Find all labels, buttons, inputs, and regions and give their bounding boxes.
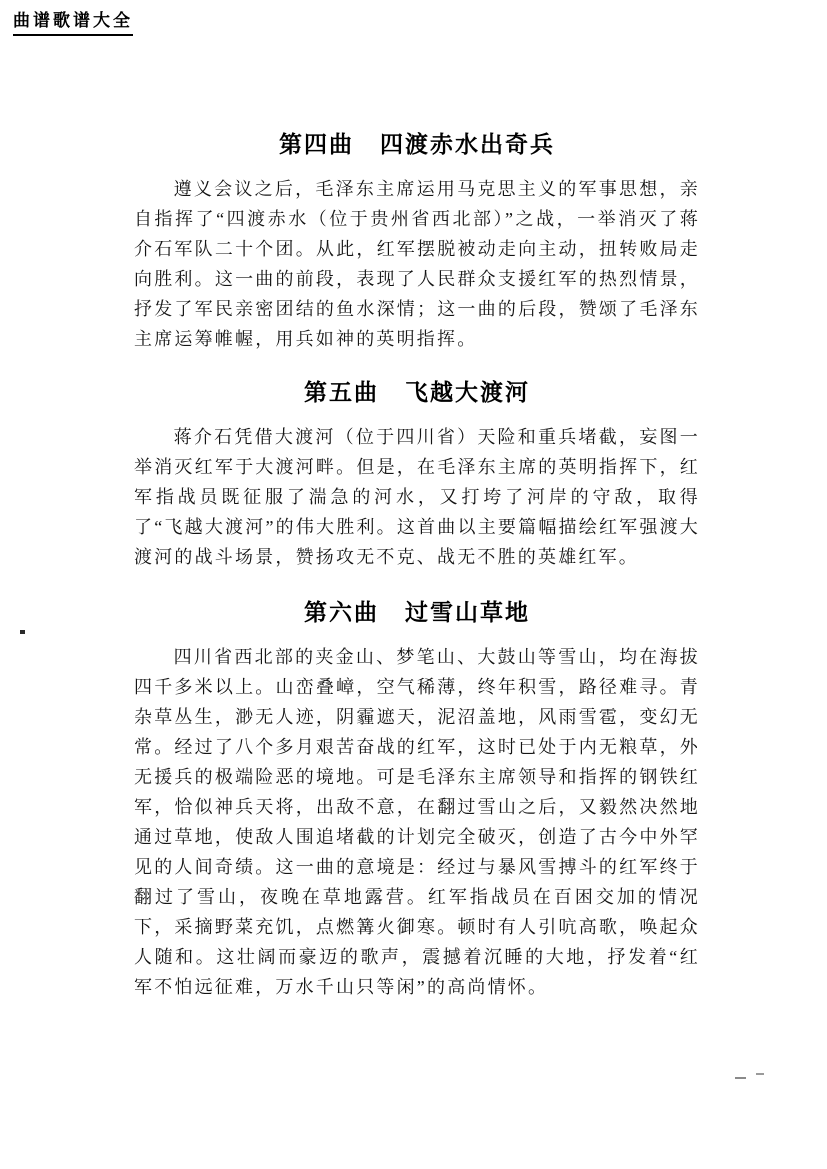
- section-title-song4: [134, 126, 700, 159]
- section-paragraph-song4: 遵义会议之后，毛泽东主席运用马克思主义的军事思想，亲自指挥了“四渡赤水（位于贵州省西北部）”之战，一举消灭了蒋介石军队二十个团。从此，红军摆脱被动走向主动，扭转败局走向胜利。这一曲的前段，表现了人民群众支援红军的热烈情景，抒发了军民亲密团结的鱼水深情；这一曲的后段，赞颂了毛泽东主席运筹帷幄，用兵如神的英明指挥。: [134, 179, 700, 349]
- section-paragraph-song6: 四川省西北部的夹金山、梦笔山、大鼓山等雪山，均在海拔四千多米以上。山峦叠嶂，空气稀薄，终年积雪，路径难寻。青杂草丛生，渺无人迹，阴霾遮天，泥沼盖地，风雨雪雹，变幻无常。经过了八个多月艰苦奋战的红军，这时已处于内无粮草，外无援兵的极端险恶的境地。可是毛泽东主席领导和指挥的钢铁红军，恰似神兵天将，出敌不意，在翻过雪山之后，又毅然决然地通过草地，使敌人围追堵截的计划完全破灭，创造了古今中外罕见的人间奇绩。这一曲的意境是：经过与暴风雪搏斗的红军终于翻过了雪山，夜晚在草地露营。红军指战员在百困交加的情况下，采摘野菜充饥，点燃篝火御寒。顿时有人引吭高歌，唤起众人随和。这壮阔而豪迈的歌声，震撼着沉睡的大地，抒发着“红军不怕远征难，万水千山只等闲”的高尚情怀。: [134, 647, 700, 997]
- section-title-song5: [134, 374, 700, 407]
- section-name: 飞越大渡河: [405, 379, 530, 405]
- section-number: 第五曲: [304, 379, 379, 405]
- scan-mark-artifact: [735, 1077, 746, 1079]
- section-name: 过雪山草地: [405, 599, 530, 625]
- section-title-song6: [134, 594, 700, 627]
- section-paragraph-song5: 蒋介石凭借大渡河（位于四川省）天险和重兵堵截，妄图一举消灭红军于大渡河畔。但是，在毛泽东主席的英明指挥下，红军指战员既征服了湍急的河水，又打垮了河岸的守敌，取得了“飞越大渡河”的伟大胜利。这首曲以主要篇幅描绘红军强渡大渡河的战斗场景，赞扬攻无不克、战无不胜的英雄红军。: [134, 427, 700, 567]
- scan-mark-artifact: [756, 1073, 764, 1075]
- page-content: [134, 0, 700, 1002]
- scan-speck-artifact: [20, 630, 25, 634]
- section-number: 第六曲: [304, 599, 379, 625]
- section-number: 第四曲: [279, 131, 354, 157]
- book-title-header: 曲谱歌谱大全: [13, 6, 133, 36]
- section-name: 四渡赤水出奇兵: [380, 131, 555, 157]
